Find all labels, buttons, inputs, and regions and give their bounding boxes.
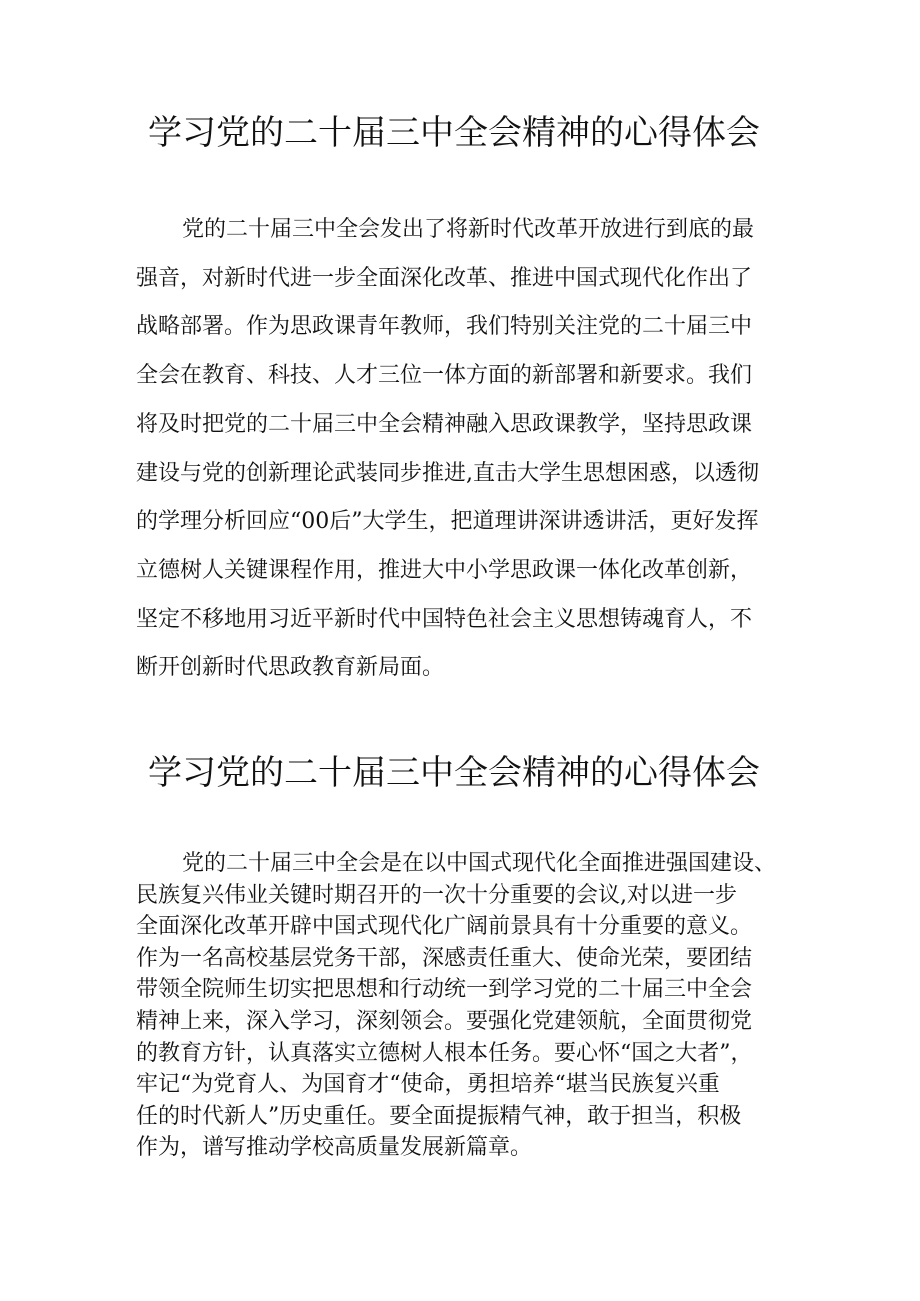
- paragraph-line: 民族复兴伟业关键时期召开的一次十分重要的会议,对以进一步: [136, 882, 737, 908]
- paragraph-line: 任的时代新人”历史重任。要全面提振精气神，敢于担当，积极: [136, 1103, 742, 1129]
- paragraph-line: 的教育方针，认真落实立德树人根本任务。要心怀“国之大者”，: [136, 1040, 753, 1066]
- article-body: [136, 848, 776, 1164]
- paragraph-line: 作为一名高校基层党务干部，深感责任重大、使命光荣，要团结: [136, 945, 753, 971]
- paragraph-line: 建设与党的创新理论武装同步推进,直击大学生思想困惑，以透彻: [136, 460, 759, 486]
- paragraph-line: 精神上来，深入学习，深刻领会。要强化党建领航，全面贯彻党: [136, 1008, 753, 1034]
- paragraph-line: 断开创新时代思政教育新局面。: [136, 655, 445, 681]
- paragraph-line: 牢记“为党育人、为国育才“使命，勇担培养“堪当民族复兴重: [136, 1072, 720, 1098]
- paragraph-line: 战略部署。作为思政课青年教师，我们特别关注党的二十届三中: [136, 314, 753, 340]
- article-body: [136, 206, 759, 693]
- paragraph-line: 全会在教育、科技、人才三位一体方面的新部署和新要求。我们: [136, 363, 753, 389]
- paragraph-line: 全面深化改革开辟中国式现代化广阔前景具有十分重要的意义。: [136, 914, 753, 940]
- paragraph-line: 带领全院师生切实把思想和行动统一到学习党的二十届三中全会: [136, 977, 753, 1003]
- paragraph-line: 党的二十届三中全会是在以中国式现代化全面推进强国建设、: [182, 851, 777, 876]
- article-title: 学习党的二十届三中全会精神的心得体会: [148, 113, 760, 153]
- paragraph-line: 立德树人关键课程作用，推进大中小学思政课一体化改革创新，: [136, 557, 753, 583]
- article-title: 学习党的二十届三中全会精神的心得体会: [148, 753, 760, 793]
- paragraph-line: 作为，谱写推动学校高质量发展新篇章。: [136, 1135, 533, 1161]
- paragraph-line: 强音，对新时代进一步全面深化改革、推进中国式现代化作出了: [136, 265, 753, 291]
- paragraph-line: 的学理分析回应“00后”大学生，把道理讲深讲透讲活，更好发挥: [136, 509, 759, 535]
- paragraph-line: 党的二十届三中全会发出了将新时代改革开放进行到底的最: [182, 217, 755, 242]
- paragraph-line: 将及时把党的二十届三中全会精神融入思政课教学，坚持思政课: [136, 411, 753, 437]
- paragraph-line: 坚定不移地用习近平新时代中国特色社会主义思想铸魂育人，不: [136, 606, 753, 632]
